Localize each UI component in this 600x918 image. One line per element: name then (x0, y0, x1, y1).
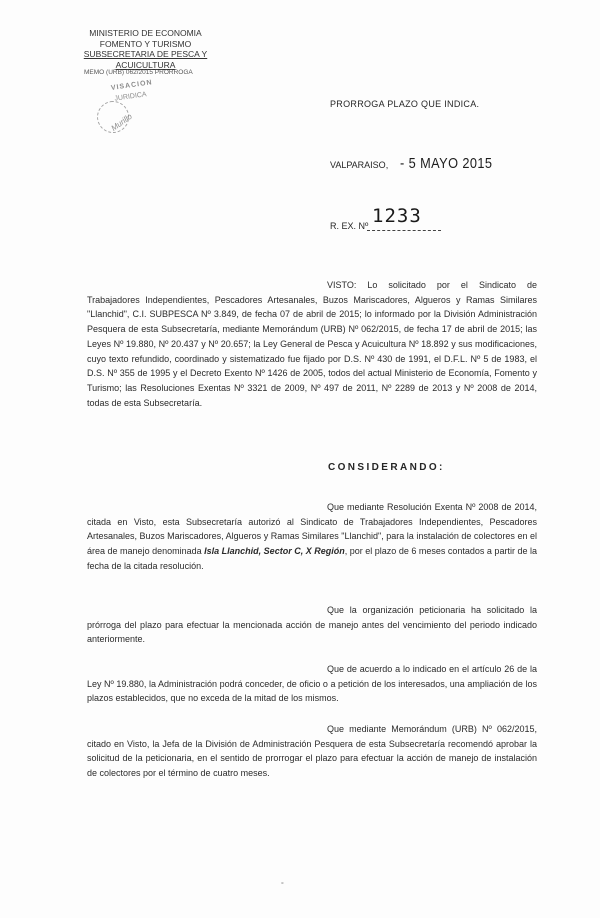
stamp-signature: Murillo (109, 111, 134, 133)
letterhead-ministry-sub: FOMENTO Y TURISMO (99, 38, 192, 49)
area-manejo-name: Isla Llanchid, Sector C, X Región (204, 546, 345, 557)
letterhead-subsecretaria: SUBSECRETARIA DE PESCA Y ACUICULTURA (83, 49, 208, 70)
letterhead (58, 28, 233, 70)
document-subject: PRORROGA PLAZO QUE INDICA. (330, 99, 480, 109)
visacion-stamp (88, 72, 180, 143)
resolution-number-line (367, 230, 441, 231)
document-date-stamp: - 5 MAYO 2015 (400, 155, 493, 172)
memo-reference: MEMO (URB) 062/2015 PRORROGA (84, 69, 193, 76)
considerando-paragraph-3: Que de acuerdo a lo indicado en el artículo 26 de la Ley Nº 19.880, la Administración podrá conceder, de oficio o a petición de los interesados, una ampliación de los plazos establecidos, que no exceda de la mitad de los mismos. (87, 664, 537, 704)
resolution-number: 1233 (372, 205, 422, 227)
footer-mark: ° (281, 882, 284, 889)
considerando-paragraph-1 (87, 500, 537, 574)
considerando-p1-text-end: , por el plazo de 6 meses contados a partir de la fecha de la citada resolución. (87, 546, 537, 571)
letterhead-ministry: MINISTERIO DE ECONOMIA (89, 28, 202, 38)
considerando-paragraph-4: Que mediante Memorándum (URB) Nº 062/2015, citado en Visto, la Jefa de la División de Administración Pesquera de esta Subsecretaría recomendó aprobar la solicitud de la peticionaria, en el sentido de prorrogar el plazo para efectuar la acción de manejo de instalación de colectores por el término de cuatro meses. (87, 724, 537, 779)
resolution-label: R. EX. Nº (330, 221, 369, 231)
considerando-p1-text: Que mediante Resolución Exenta Nº 2008 de 2014, citada en Visto, esta Subsecretaría autorizó al Sindicato de Trabajadores Independientes, Pescadores Artesanales, Buzos Mariscadores, Algueros y Ramas Similares "Llanchid", para la instalación de colectores en el área de manejo denominada (87, 502, 537, 557)
stamp-text-visacion: VISACION (110, 79, 153, 92)
considerando-paragraph-2: Que la organización peticionaria ha solicitado la prórroga del plazo para efectuar la mencionada acción de manejo antes del vencimiento del periodo indicado anteriormente. (87, 605, 537, 645)
stamp-text-juridica: JURIDICA (114, 91, 148, 103)
visto-paragraph: VISTO: Lo solicitado por el Sindicato de Trabajadores Independientes, Pescadores Artesanales, Buzos Mariscadores, Algueros y Ramas Similares "Llanchid", C.I. SUBPESCA Nº 3.849, de fecha 07 de abril de 2015; lo informado por la División Administración Pesquera de esta Subsecretaría, mediante Memorándum (URB) Nº 062/2015, de fecha 17 de abril de 2015; las Leyes Nº 19.880, Nº 20.437 y Nº 20.657; la Ley General de Pesca y Acuicultura Nº 18.892 y sus modificaciones, cuyo texto refundido, coordinado y sistematizado fue fijado por D.S. Nº 430 de 1991, el D.F.L. Nº 5 de 1983, el D.S. Nº 355 de 1995 y el Decreto Exento Nº 1426 de 2005, todos del actual Ministerio de Economía, Fomento y Turismo; las Resoluciones Exentas Nº 3321 de 2009, Nº 497 de 2011, Nº 2289 de 2013 y Nº 2008 de 2014, todas de esta Subsecretaría. (87, 280, 537, 408)
document-city: VALPARAISO, (330, 160, 389, 170)
considerando-heading: CONSIDERANDO: (328, 462, 445, 473)
